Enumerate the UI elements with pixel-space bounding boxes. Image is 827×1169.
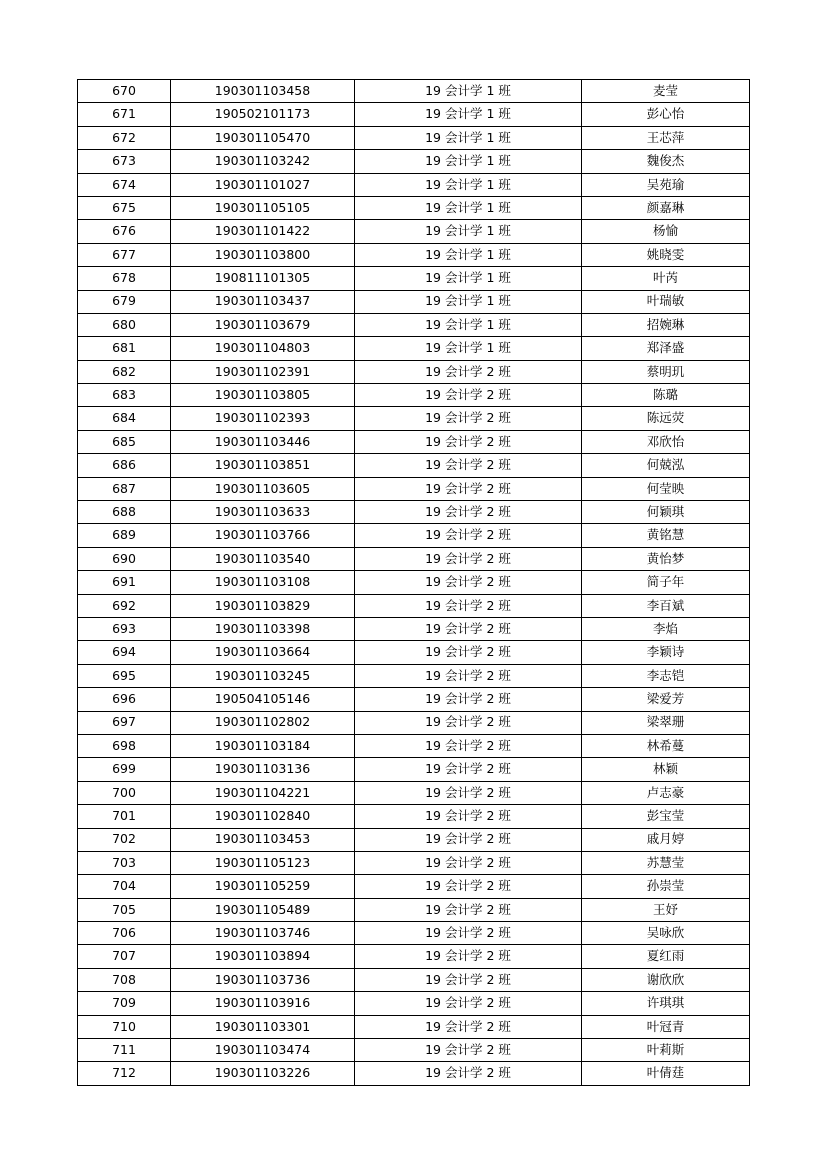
student-name-cell: 林希蔓 <box>582 734 750 757</box>
student-name-cell: 郑泽盛 <box>582 337 750 360</box>
class-cell: 19 会计学 2 班 <box>355 594 582 617</box>
seq-cell: 690 <box>78 547 171 570</box>
table-row <box>78 805 750 828</box>
table-row <box>78 1015 750 1038</box>
class-cell: 19 会计学 2 班 <box>355 851 582 874</box>
seq-cell: 705 <box>78 898 171 921</box>
seq-cell: 686 <box>78 454 171 477</box>
table-row <box>78 992 750 1015</box>
student-id-cell: 190301103437 <box>171 290 355 313</box>
table-row <box>78 290 750 313</box>
class-cell: 19 会计学 2 班 <box>355 524 582 547</box>
class-cell: 19 会计学 2 班 <box>355 922 582 945</box>
student-name-cell: 叶芮 <box>582 267 750 290</box>
student-name-cell: 何莹映 <box>582 477 750 500</box>
student-id-cell: 190301104803 <box>171 337 355 360</box>
table-row <box>78 243 750 266</box>
student-id-cell: 190301103540 <box>171 547 355 570</box>
table-row <box>78 594 750 617</box>
student-id-cell: 190301103894 <box>171 945 355 968</box>
seq-cell: 672 <box>78 126 171 149</box>
seq-cell: 702 <box>78 828 171 851</box>
class-cell: 19 会计学 1 班 <box>355 126 582 149</box>
student-id-cell: 190301105470 <box>171 126 355 149</box>
student-id-cell: 190301103458 <box>171 80 355 103</box>
class-cell: 19 会计学 1 班 <box>355 196 582 219</box>
seq-cell: 692 <box>78 594 171 617</box>
seq-cell: 680 <box>78 313 171 336</box>
student-id-cell: 190301103108 <box>171 571 355 594</box>
student-name-cell: 吴苑瑜 <box>582 173 750 196</box>
student-id-cell: 190301103800 <box>171 243 355 266</box>
student-name-cell: 姚晓雯 <box>582 243 750 266</box>
seq-cell: 679 <box>78 290 171 313</box>
table-row <box>78 220 750 243</box>
seq-cell: 699 <box>78 758 171 781</box>
table-row <box>78 267 750 290</box>
student-id-cell: 190301105123 <box>171 851 355 874</box>
student-name-cell: 简子年 <box>582 571 750 594</box>
student-name-cell: 李志铠 <box>582 664 750 687</box>
student-id-cell: 190301103829 <box>171 594 355 617</box>
student-id-cell: 190301102802 <box>171 711 355 734</box>
student-name-cell: 杨愉 <box>582 220 750 243</box>
student-id-cell: 190301102393 <box>171 407 355 430</box>
student-id-cell: 190301103184 <box>171 734 355 757</box>
table-row <box>78 711 750 734</box>
student-name-cell: 叶莉斯 <box>582 1039 750 1062</box>
student-name-cell: 夏红雨 <box>582 945 750 968</box>
seq-cell: 688 <box>78 501 171 524</box>
seq-cell: 671 <box>78 103 171 126</box>
student-id-cell: 190301103916 <box>171 992 355 1015</box>
seq-cell: 682 <box>78 360 171 383</box>
seq-cell: 710 <box>78 1015 171 1038</box>
student-name-cell: 许琪琪 <box>582 992 750 1015</box>
student-id-cell: 190301102391 <box>171 360 355 383</box>
student-id-cell: 190301103736 <box>171 968 355 991</box>
table-row <box>78 828 750 851</box>
seq-cell: 704 <box>78 875 171 898</box>
class-cell: 19 会计学 2 班 <box>355 617 582 640</box>
seq-cell: 696 <box>78 688 171 711</box>
student-id-cell: 190301103474 <box>171 1039 355 1062</box>
student-id-cell: 190301105489 <box>171 898 355 921</box>
seq-cell: 703 <box>78 851 171 874</box>
student-id-cell: 190811101305 <box>171 267 355 290</box>
class-cell: 19 会计学 2 班 <box>355 711 582 734</box>
seq-cell: 693 <box>78 617 171 640</box>
student-name-cell: 吴咏欣 <box>582 922 750 945</box>
student-name-cell: 何颖琪 <box>582 501 750 524</box>
student-name-cell: 叶倩莛 <box>582 1062 750 1085</box>
table-row <box>78 337 750 360</box>
student-id-cell: 190301103805 <box>171 384 355 407</box>
seq-cell: 707 <box>78 945 171 968</box>
student-id-cell: 190301103664 <box>171 641 355 664</box>
student-name-cell: 陈璐 <box>582 384 750 407</box>
class-cell: 19 会计学 1 班 <box>355 243 582 266</box>
class-cell: 19 会计学 2 班 <box>355 992 582 1015</box>
student-name-cell: 叶冠青 <box>582 1015 750 1038</box>
student-name-cell: 麦莹 <box>582 80 750 103</box>
table-row <box>78 407 750 430</box>
table-row <box>78 360 750 383</box>
student-id-cell: 190301103446 <box>171 430 355 453</box>
student-id-cell: 190301104221 <box>171 781 355 804</box>
student-name-cell: 邓欣怡 <box>582 430 750 453</box>
seq-cell: 708 <box>78 968 171 991</box>
class-cell: 19 会计学 2 班 <box>355 1062 582 1085</box>
table-row <box>78 571 750 594</box>
seq-cell: 709 <box>78 992 171 1015</box>
table-row <box>78 547 750 570</box>
class-cell: 19 会计学 2 班 <box>355 758 582 781</box>
student-name-cell: 彭心怡 <box>582 103 750 126</box>
class-cell: 19 会计学 2 班 <box>355 407 582 430</box>
student-id-cell: 190301103605 <box>171 477 355 500</box>
student-name-cell: 彭宝莹 <box>582 805 750 828</box>
student-id-cell: 190502101173 <box>171 103 355 126</box>
table-row <box>78 477 750 500</box>
class-cell: 19 会计学 2 班 <box>355 477 582 500</box>
student-name-cell: 梁爱芳 <box>582 688 750 711</box>
table-row <box>78 968 750 991</box>
table-row <box>78 734 750 757</box>
class-cell: 19 会计学 2 班 <box>355 430 582 453</box>
student-name-cell: 招婉琳 <box>582 313 750 336</box>
student-id-cell: 190301103301 <box>171 1015 355 1038</box>
seq-cell: 681 <box>78 337 171 360</box>
class-cell: 19 会计学 1 班 <box>355 313 582 336</box>
seq-cell: 678 <box>78 267 171 290</box>
class-cell: 19 会计学 2 班 <box>355 571 582 594</box>
seq-cell: 689 <box>78 524 171 547</box>
class-cell: 19 会计学 2 班 <box>355 664 582 687</box>
student-name-cell: 王芯萍 <box>582 126 750 149</box>
class-cell: 19 会计学 2 班 <box>355 547 582 570</box>
table-row <box>78 851 750 874</box>
student-name-cell: 何兢泓 <box>582 454 750 477</box>
student-name-cell: 王妤 <box>582 898 750 921</box>
table-row <box>78 126 750 149</box>
class-cell: 19 会计学 1 班 <box>355 267 582 290</box>
seq-cell: 698 <box>78 734 171 757</box>
student-name-cell: 戚月婷 <box>582 828 750 851</box>
student-id-cell: 190301101027 <box>171 173 355 196</box>
table-row <box>78 1039 750 1062</box>
student-name-cell: 卢志豪 <box>582 781 750 804</box>
table-row <box>78 196 750 219</box>
student-name-cell: 陈远荧 <box>582 407 750 430</box>
table-row <box>78 384 750 407</box>
class-cell: 19 会计学 2 班 <box>355 828 582 851</box>
student-id-cell: 190301101422 <box>171 220 355 243</box>
seq-cell: 687 <box>78 477 171 500</box>
student-name-cell: 黄怡梦 <box>582 547 750 570</box>
table-row <box>78 688 750 711</box>
seq-cell: 675 <box>78 196 171 219</box>
student-id-cell: 190301103746 <box>171 922 355 945</box>
seq-cell: 700 <box>78 781 171 804</box>
table-row <box>78 758 750 781</box>
class-cell: 19 会计学 2 班 <box>355 1015 582 1038</box>
table-row <box>78 875 750 898</box>
table-row <box>78 922 750 945</box>
table-row <box>78 1062 750 1085</box>
student-name-cell: 林颖 <box>582 758 750 781</box>
student-name-cell: 魏俊杰 <box>582 150 750 173</box>
class-cell: 19 会计学 2 班 <box>355 501 582 524</box>
student-name-cell: 孙崇莹 <box>582 875 750 898</box>
seq-cell: 670 <box>78 80 171 103</box>
table-row <box>78 501 750 524</box>
class-cell: 19 会计学 1 班 <box>355 173 582 196</box>
table-row <box>78 103 750 126</box>
table-row <box>78 664 750 687</box>
student-id-cell: 190301103851 <box>171 454 355 477</box>
class-cell: 19 会计学 2 班 <box>355 875 582 898</box>
class-cell: 19 会计学 2 班 <box>355 1039 582 1062</box>
student-id-cell: 190301102840 <box>171 805 355 828</box>
class-cell: 19 会计学 2 班 <box>355 641 582 664</box>
seq-cell: 685 <box>78 430 171 453</box>
student-name-cell: 李颖诗 <box>582 641 750 664</box>
class-cell: 19 会计学 2 班 <box>355 781 582 804</box>
student-id-cell: 190301103245 <box>171 664 355 687</box>
seq-cell: 706 <box>78 922 171 945</box>
student-id-cell: 190301103679 <box>171 313 355 336</box>
student-id-cell: 190301103242 <box>171 150 355 173</box>
class-cell: 19 会计学 2 班 <box>355 688 582 711</box>
student-name-cell: 苏慧莹 <box>582 851 750 874</box>
class-cell: 19 会计学 2 班 <box>355 805 582 828</box>
class-cell: 19 会计学 1 班 <box>355 150 582 173</box>
table-row <box>78 781 750 804</box>
seq-cell: 676 <box>78 220 171 243</box>
table-row <box>78 430 750 453</box>
class-cell: 19 会计学 2 班 <box>355 454 582 477</box>
student-name-cell: 梁翠珊 <box>582 711 750 734</box>
student-name-cell: 黄铭慧 <box>582 524 750 547</box>
class-cell: 19 会计学 2 班 <box>355 360 582 383</box>
student-id-cell: 190301105259 <box>171 875 355 898</box>
class-cell: 19 会计学 2 班 <box>355 945 582 968</box>
seq-cell: 673 <box>78 150 171 173</box>
class-cell: 19 会计学 1 班 <box>355 80 582 103</box>
seq-cell: 677 <box>78 243 171 266</box>
student-id-cell: 190301103398 <box>171 617 355 640</box>
student-id-cell: 190301103453 <box>171 828 355 851</box>
seq-cell: 701 <box>78 805 171 828</box>
student-roster-body <box>78 80 750 1086</box>
student-id-cell: 190301103136 <box>171 758 355 781</box>
table-row <box>78 898 750 921</box>
seq-cell: 695 <box>78 664 171 687</box>
seq-cell: 697 <box>78 711 171 734</box>
seq-cell: 691 <box>78 571 171 594</box>
table-row <box>78 641 750 664</box>
table-row <box>78 945 750 968</box>
class-cell: 19 会计学 2 班 <box>355 734 582 757</box>
class-cell: 19 会计学 2 班 <box>355 968 582 991</box>
student-id-cell: 190301103633 <box>171 501 355 524</box>
seq-cell: 684 <box>78 407 171 430</box>
table-row <box>78 617 750 640</box>
seq-cell: 694 <box>78 641 171 664</box>
seq-cell: 711 <box>78 1039 171 1062</box>
table-row <box>78 150 750 173</box>
student-name-cell: 叶瑞敏 <box>582 290 750 313</box>
class-cell: 19 会计学 1 班 <box>355 290 582 313</box>
seq-cell: 674 <box>78 173 171 196</box>
student-name-cell: 李百斌 <box>582 594 750 617</box>
student-name-cell: 谢欣欣 <box>582 968 750 991</box>
class-cell: 19 会计学 2 班 <box>355 384 582 407</box>
student-id-cell: 190504105146 <box>171 688 355 711</box>
table-row <box>78 80 750 103</box>
student-name-cell: 李焰 <box>582 617 750 640</box>
class-cell: 19 会计学 1 班 <box>355 103 582 126</box>
student-name-cell: 颜嘉琳 <box>582 196 750 219</box>
table-row <box>78 313 750 336</box>
seq-cell: 712 <box>78 1062 171 1085</box>
student-roster-table <box>77 79 750 1086</box>
student-name-cell: 蔡明玑 <box>582 360 750 383</box>
student-id-cell: 190301103766 <box>171 524 355 547</box>
seq-cell: 683 <box>78 384 171 407</box>
student-id-cell: 190301103226 <box>171 1062 355 1085</box>
class-cell: 19 会计学 1 班 <box>355 220 582 243</box>
class-cell: 19 会计学 1 班 <box>355 337 582 360</box>
table-row <box>78 454 750 477</box>
table-row <box>78 524 750 547</box>
class-cell: 19 会计学 2 班 <box>355 898 582 921</box>
table-row <box>78 173 750 196</box>
student-id-cell: 190301105105 <box>171 196 355 219</box>
